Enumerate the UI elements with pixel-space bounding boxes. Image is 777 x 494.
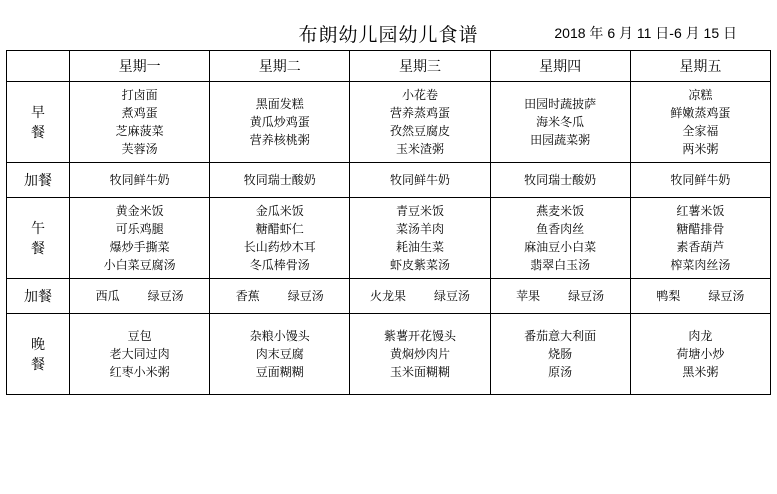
page-title: 布朗幼儿园幼儿食谱 — [298, 25, 479, 46]
row-label-4 — [7, 314, 70, 395]
menu-item: 素香葫芦 — [676, 240, 725, 254]
menu-item: 打卤面 — [121, 88, 158, 102]
menu-item: 菜汤羊肉 — [395, 222, 444, 236]
row-label-line: 早 — [31, 103, 45, 120]
row-label-0 — [7, 82, 70, 163]
table-row — [7, 198, 771, 279]
menu-item: 麻油豆小白菜 — [524, 240, 597, 254]
row-label-line: 午 — [31, 219, 45, 236]
menu-item: 糖醋虾仁 — [255, 222, 304, 236]
menu-item: 榨菜肉丝汤 — [670, 258, 731, 272]
menu-item: 小白菜豆腐汤 — [103, 258, 176, 272]
menu-item: 烧肠 — [548, 347, 573, 361]
menu-item: 翡翠白玉汤 — [530, 258, 591, 272]
menu-item: 糖醋排骨 — [676, 222, 725, 236]
menu-cell-wednesday-3 — [350, 279, 490, 314]
menu-item: 绿豆汤 — [433, 289, 470, 303]
menu-item: 牧同鲜牛奶 — [670, 173, 731, 187]
menu-item: 冬瓜棒骨汤 — [249, 258, 310, 272]
menu-item: 黑面发糕 — [255, 97, 304, 111]
menu-item: 番茄意大利面 — [524, 329, 597, 343]
menu-item: 黄焖炒肉片 — [389, 347, 450, 361]
menu-item: 肉末豆腐 — [255, 347, 304, 361]
menu-cell-tuesday-4 — [210, 314, 350, 395]
menu-item: 绿豆汤 — [287, 289, 324, 303]
menu-cell-wednesday-4 — [350, 314, 490, 395]
menu-item: 小花卷 — [401, 88, 438, 102]
menu-item: 原汤 — [548, 365, 573, 379]
menu-cell-monday-1 — [70, 163, 210, 198]
column-header-wednesday: 星期三 — [350, 51, 490, 82]
menu-cell-wednesday-0 — [350, 82, 490, 163]
row-label-line: 餐 — [31, 124, 45, 140]
menu-cell-friday-0 — [630, 82, 770, 163]
menu-cell-thursday-0 — [490, 82, 630, 163]
menu-item: 荷塘小炒 — [676, 347, 725, 361]
menu-item: 田园时蔬披萨 — [524, 97, 597, 111]
menu-cell-tuesday-3 — [210, 279, 350, 314]
column-header-monday: 星期一 — [70, 51, 210, 82]
menu-item: 香蕉 — [235, 289, 260, 303]
menu-item: 鱼香肉丝 — [536, 222, 585, 236]
menu-item: 杂粮小馒头 — [249, 329, 310, 343]
menu-item: 海米冬瓜 — [536, 115, 585, 129]
column-header-thursday: 星期四 — [490, 51, 630, 82]
menu-item: 绿豆汤 — [708, 289, 745, 303]
menu-item: 长山药炒木耳 — [243, 240, 316, 254]
date-range: 2018 年 6 月 11 日-6 月 15 日 — [554, 25, 737, 41]
menu-cell-wednesday-1 — [350, 163, 490, 198]
menu-item: 孜然豆腐皮 — [389, 124, 450, 138]
weekly-menu-table — [6, 50, 771, 395]
menu-item: 豆面糊糊 — [255, 365, 304, 379]
menu-item: 牧同瑞士酸奶 — [243, 173, 316, 187]
row-label-line: 晚 — [31, 335, 45, 352]
menu-item: 燕麦米饭 — [536, 204, 585, 218]
table-row — [7, 279, 771, 314]
menu-item: 牧同鲜牛奶 — [109, 173, 170, 187]
menu-item: 营养蒸鸡蛋 — [389, 106, 450, 120]
menu-item: 芝麻菠菜 — [115, 124, 164, 138]
menu-item: 耗油生菜 — [395, 240, 444, 254]
menu-item: 苹果 — [516, 289, 541, 303]
menu-cell-thursday-1 — [490, 163, 630, 198]
menu-item: 老大同过肉 — [109, 347, 170, 361]
table-header-row — [7, 51, 771, 82]
row-label-2 — [7, 198, 70, 279]
menu-cell-thursday-3 — [490, 279, 630, 314]
menu-item: 黑米粥 — [682, 365, 719, 379]
menu-item: 牧同瑞士酸奶 — [524, 173, 597, 187]
menu-item: 凉糕 — [688, 88, 713, 102]
menu-item: 鸭梨 — [656, 289, 681, 303]
menu-cell-tuesday-0 — [210, 82, 350, 163]
menu-cell-tuesday-1 — [210, 163, 350, 198]
menu-item: 玉米面糊糊 — [389, 365, 450, 379]
menu-item: 黄金米饭 — [115, 204, 164, 218]
menu-item: 紫薯开花馒头 — [383, 329, 456, 343]
row-label-line: 餐 — [31, 356, 45, 372]
menu-item: 芙蓉汤 — [121, 142, 158, 156]
menu-item: 两米粥 — [682, 142, 719, 156]
row-label-3 — [7, 279, 70, 314]
table-body — [7, 82, 771, 395]
menu-item: 西瓜 — [95, 289, 120, 303]
table-corner-cell — [7, 51, 70, 82]
menu-cell-thursday-4 — [490, 314, 630, 395]
row-label-1 — [7, 163, 70, 198]
column-header-friday: 星期五 — [630, 51, 770, 82]
menu-cell-monday-2 — [70, 198, 210, 279]
menu-cell-monday-4 — [70, 314, 210, 395]
menu-item: 鲜嫩蒸鸡蛋 — [670, 106, 731, 120]
menu-item: 青豆米饭 — [395, 204, 444, 218]
menu-item: 红枣小米粥 — [109, 365, 170, 379]
menu-item: 爆炒手撕菜 — [109, 240, 170, 254]
menu-cell-friday-3 — [630, 279, 770, 314]
column-header-tuesday: 星期二 — [210, 51, 350, 82]
row-label-line: 加餐 — [24, 171, 52, 188]
menu-item: 全家福 — [682, 124, 719, 138]
menu-item: 营养核桃粥 — [249, 133, 310, 147]
table-row — [7, 314, 771, 395]
menu-cell-friday-2 — [630, 198, 770, 279]
menu-cell-friday-1 — [630, 163, 770, 198]
menu-item: 豆包 — [127, 329, 152, 343]
menu-item: 田园蔬菜粥 — [530, 133, 591, 147]
row-label-line: 加餐 — [24, 287, 52, 304]
menu-item: 火龙果 — [369, 289, 406, 303]
menu-cell-tuesday-2 — [210, 198, 350, 279]
menu-item: 可乐鸡腿 — [115, 222, 164, 236]
menu-item: 金瓜米饭 — [255, 204, 304, 218]
menu-item: 红薯米饭 — [676, 204, 725, 218]
menu-cell-monday-0 — [70, 82, 210, 163]
menu-cell-monday-3 — [70, 279, 210, 314]
menu-item: 玉米渣粥 — [395, 142, 444, 156]
table-row — [7, 82, 771, 163]
menu-item: 煮鸡蛋 — [121, 106, 158, 120]
menu-item: 绿豆汤 — [147, 289, 184, 303]
menu-item: 绿豆汤 — [568, 289, 605, 303]
menu-cell-wednesday-2 — [350, 198, 490, 279]
menu-cell-friday-4 — [630, 314, 770, 395]
table-row — [7, 163, 771, 198]
menu-item: 黄瓜炒鸡蛋 — [249, 115, 310, 129]
document-header — [0, 0, 777, 50]
row-label-line: 餐 — [31, 240, 45, 256]
menu-cell-thursday-2 — [490, 198, 630, 279]
menu-item: 牧同鲜牛奶 — [389, 173, 450, 187]
menu-item: 虾皮紫菜汤 — [389, 258, 450, 272]
menu-item: 肉龙 — [688, 329, 713, 343]
